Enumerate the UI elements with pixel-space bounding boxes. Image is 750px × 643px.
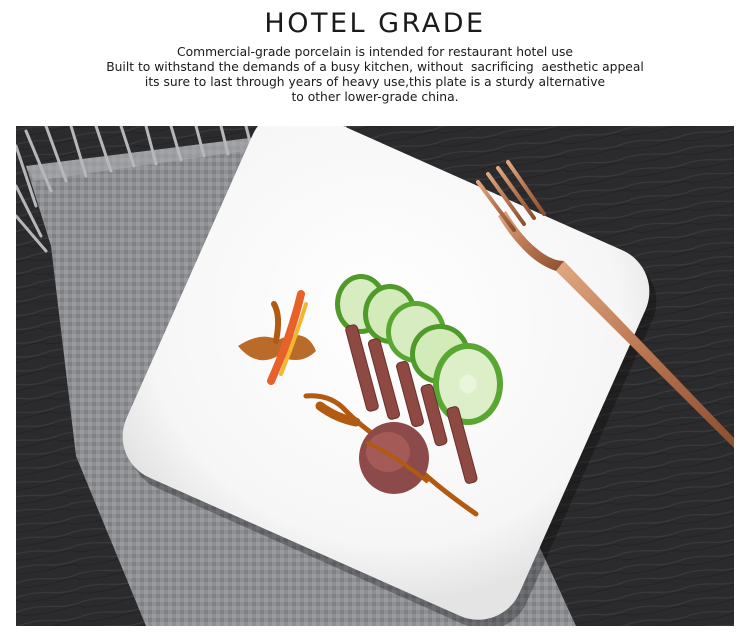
description-line: to other lower-grade china.: [291, 90, 459, 104]
product-photo: [16, 126, 734, 626]
plate-scene: [16, 126, 734, 626]
description-line: its sure to last through years of heavy use,this plate is a sturdy alternative: [144, 75, 606, 89]
description-line: Built to withstand the demands of a busy kitchen, without sacrificing aesthetic appeal: [106, 60, 644, 74]
product-description: [0, 45, 750, 105]
page-title: HOTEL GRADE: [264, 8, 486, 39]
description-line: Commercial-grade porcelain is intended for restaurant hotel use: [176, 45, 574, 59]
